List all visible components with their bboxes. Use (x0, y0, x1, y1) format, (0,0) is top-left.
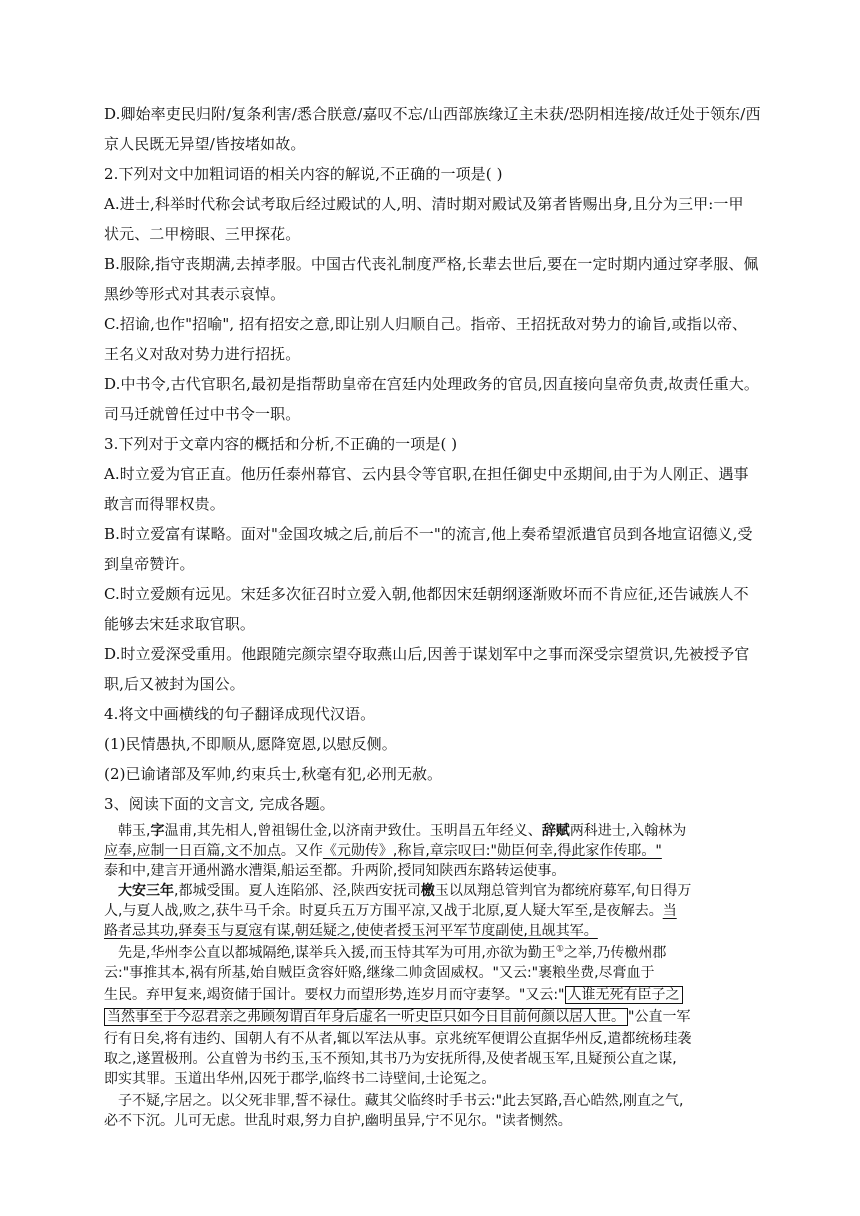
q3-option-b-line1: B.时立爱富有谋略。面对"金国攻城之后,前后不一"的流言,他上奏希望派遣官员到各地宣诏德义,受 (104, 525, 753, 543)
q3-option-c-line1: C.时立爱颇有远见。宋廷多次征召时立爱入朝,他都因宋廷朝纲逐渐败坏而不肯应征,还告诫族人不 (104, 585, 749, 603)
passage-p3-line3: 生民。弃甲复来,竭资储于国计。要权力而望形势,连岁月而守妻孥。"又云:" 人谁无死有臣子之 (104, 986, 764, 1005)
passage-p3-line4: 当然事至于今忍君亲之弗顾匆谓百年身后虚名一听史臣只如今日目前何颜以居人世。 "公直一军 (104, 1008, 764, 1027)
q1-option-d-line1: D.卿始率吏民归附/复条利害/悉合朕意/嘉叹不忘/山西部族缘辽主未获/恐阴相连接/故迁处于领东/西 (104, 105, 761, 123)
q3-option-d-line2: 职,后又被封为国公。 (104, 675, 245, 693)
q2-option-a-line2: 状元、二甲榜眼、三甲探花。 (104, 225, 301, 243)
q3-stem: 3.下列对于文章内容的概括和分析,不正确的一项是( ) (104, 435, 458, 453)
passage-p1-line2: 应奉,应制一日百篇,文不加点。又作《元勋传》,称旨,章宗叹曰:"勋臣何幸,得此家作传耶。" (104, 843, 662, 859)
footnote-marker: ① (555, 944, 564, 955)
q2-option-c-line2: 王名义对敌对势力进行招抚。 (104, 345, 301, 363)
q2-option-b-line1: B.服除,指守丧期满,去掉孝服。中国古代丧礼制度严格,长辈去世后,要在一定时期内通过穿孝服、佩 (104, 255, 759, 273)
passage-p1-line1: 韩玉,字温甫,其先相人,曾祖锡仕金,以济南尹致仕。玉明昌五年经义、辞赋两科进士,入翰林为 (118, 823, 687, 839)
passage-p2-line2: 人,与夏人战,败之,获牛马千余。时夏兵五万方围平凉,又战于北原,夏人疑大军至,是夜解去。当 (104, 903, 677, 919)
q4-stem: 4.将文中画横线的句子翻译成现代汉语。 (104, 705, 376, 723)
q3-option-a-line2: 敢言而得罪权贵。 (104, 495, 225, 513)
bold-word-zi: 字 (150, 823, 165, 839)
underlined-sentence: 路者忌其功,驿奏玉与夏寇有谋,朝廷疑之,使使者授玉河平军节度副使,且觇其军。 (104, 923, 598, 939)
passage-p1-line3: 泰和中,建言开通州潞水漕渠,船运至都。升两阶,授同知陕西东路转运使事。 (104, 863, 566, 879)
underlined-phrase: 文不加点 (224, 843, 281, 859)
q4-sentence-2: (2)已谕诸部及军帅,约束兵士,秋毫有犯,必刑无赦。 (104, 765, 443, 783)
passage-p3-line6: 取之,遂置极刑。公直曾为书约玉,玉不预知,其书乃为安抚所得,及使者觇玉军,且疑预公直之谋, (104, 1051, 677, 1067)
q3-option-d-line1: D.时立爱深受重用。他跟随完颜宗望夺取燕山后,因善于谋划军中之事而深受宗望赏识,先被授予官 (104, 645, 750, 663)
q3-option-a-line1: A.时立爱为官正直。他历任泰州幕官、云内县令等官职,在担任御史中丞期间,由于为人刚正、遇事 (104, 465, 749, 483)
q2-stem: 2.下列对文中加粗词语的相关内容的解说,不正确的一项是( ) (104, 165, 503, 183)
passage-p4-line2: 必不下沉。儿可无虑。世乱时艰,努力自护,幽明虽异,宁不见尔。"读者恻然。 (104, 1113, 572, 1129)
bold-word-xi: 檄 (420, 883, 435, 899)
q2-option-d-line1: D.中书令,古代官职名,最初是指帮助皇帝在宫廷内处理政务的官员,因直接向皇帝负责,故责任重大。 (104, 375, 760, 393)
bold-word-daan: 大安三年 (118, 883, 174, 899)
passage-p3-line5: 行有日矣,将有违约、国朝人有不从者,辄以军法从事。京兆统军便谓公直据华州反,遣都统杨珪袭 (104, 1031, 692, 1047)
q3-option-b-line2: 到皇帝赞许。 (104, 555, 195, 573)
passage-p4-line1: 子不疑,字居之。以父死非罪,誓不禄仕。藏其父临终时手书云:"此去冥路,吾心皓然,刚直之气, (118, 1093, 684, 1109)
q4-sentence-1: (1)民情愚执,不即顺从,愿降宽恩,以慰反侧。 (104, 735, 397, 753)
q2-option-c-line1: C.招谕,也作"招喻", 招有招安之意,即让别人归顺自己。指帝、王招抚敌对势力的谕旨,或指以帝、 (104, 315, 748, 333)
passage-p2-line3 (104, 922, 764, 941)
q2-option-b-line2: 黑纱等形式对其表示哀悼。 (104, 285, 286, 303)
q1-option-d-line2: 京人民既无异望/皆按堵如故。 (104, 135, 306, 153)
bold-word-cifu: 辞赋 (541, 823, 570, 839)
passage-p3-line1: 先是,华州李公直以都城隔绝,谋举兵入援,而玉恃其军为可用,亦欲为勤王①之举,乃传檄州郡 (118, 944, 667, 961)
boxed-passage-end: 当然事至于今忍君亲之弗顾匆谓百年身后虚名一听史臣只如今日目前何颜以居人世。 (104, 1008, 628, 1026)
passage-p3-line2: 云:"事推其本,祸有所基,始自贼臣贪容奸赂,继缘二帅贪固威权。"又云:"裹粮坐费,尽膏血于 (104, 965, 655, 981)
passage-p3-line7: 即实其罪。玉道出华州,囚死于郡学,临终书二诗壁间,士论冤之。 (104, 1071, 496, 1087)
boxed-passage-start: 人谁无死有臣子之 (565, 986, 683, 1004)
q2-option-a-line1: A.进士,科举时代称会试考取后经过殿试的人,明、清时期对殿试及第者皆赐出身,且分为三甲:一甲 (104, 195, 744, 213)
q2-option-d-line2: 司马迁就曾任过中书令一职。 (104, 405, 301, 423)
section-3-heading: 3、阅读下面的文言文, 完成各题。 (104, 795, 335, 813)
passage-p2-line1: 大安三年,都城受围。夏人连陷邠、泾,陕西安抚司檄玉以凤翔总管判官为都统府募军,旬日得万 (118, 883, 692, 899)
q3-option-c-line2: 能够去宋廷求取官职。 (104, 615, 256, 633)
